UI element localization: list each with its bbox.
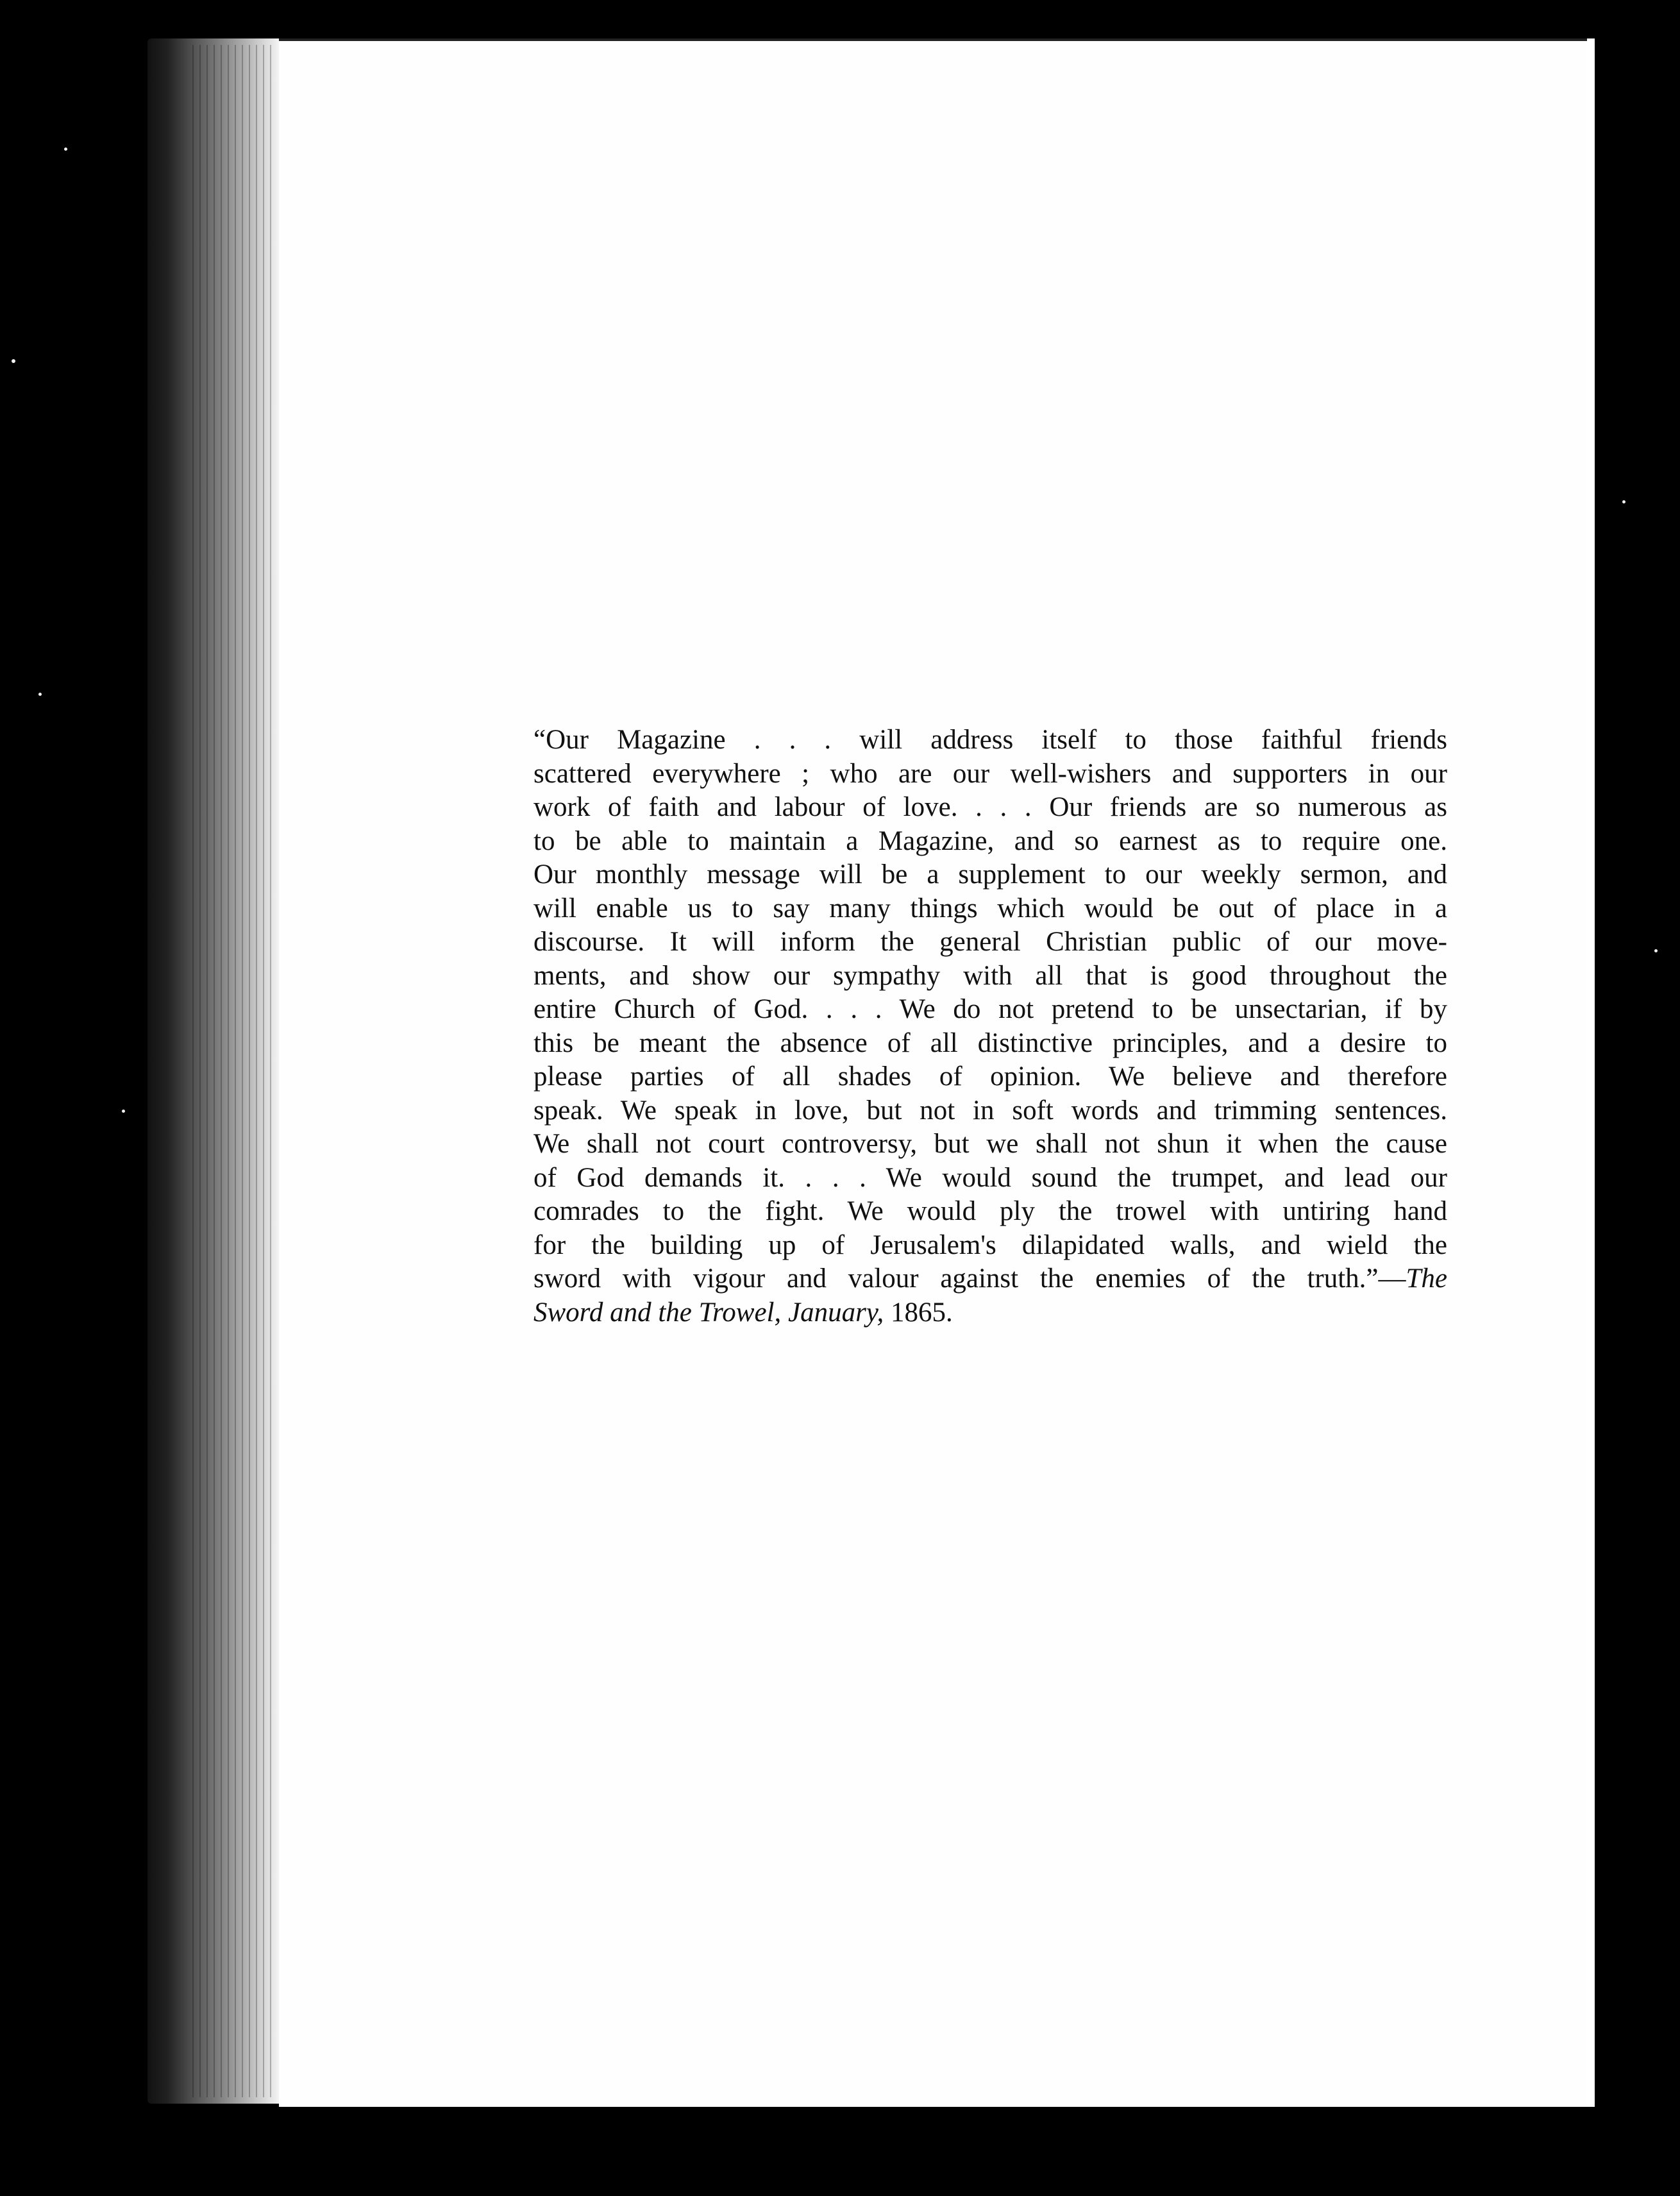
dust-speck: [122, 1110, 125, 1113]
quote-line: scattered everywhere ; who are our well-wishers and supporters in our: [533, 758, 1447, 789]
citation-title: The: [1406, 1263, 1447, 1294]
quote-line: comrades to the fight. We would ply the trowel with untiring hand: [533, 1196, 1447, 1226]
quote-line: of God demands it. . . . We would sound the trumpet, and lead our: [533, 1162, 1447, 1193]
quote-line: [533, 1296, 1447, 1330]
quote-line: work of faith and labour of love. . . . Our friends are so numerous as: [533, 792, 1447, 822]
quote-line: speak. We speak in love, but not in soft words and trimming sentences.: [533, 1095, 1447, 1126]
dust-speck: [38, 693, 42, 696]
citation-title: Sword and the Trowel, January,: [533, 1297, 884, 1328]
quote-line: will enable us to say many things which would be out of place in a: [533, 893, 1447, 924]
quote-paragraph: [533, 723, 1447, 1330]
quote-line: for the building up of Jerusalem's dilapidated walls, and wield the: [533, 1229, 1447, 1260]
dust-speck: [12, 359, 15, 363]
quote-line: entire Church of God. . . . We do not pretend to be unsectarian, if by: [533, 994, 1447, 1024]
quote-line: Our monthly message will be a supplement to our weekly sermon, and: [533, 859, 1447, 890]
quote-line-text: sword with vigour and valour against the enemies of the truth.”—: [533, 1263, 1406, 1294]
quote-line: this be meant the absence of all distinctive principles, and a desire to: [533, 1027, 1447, 1058]
scan-bottom-margin: [0, 2107, 1680, 2196]
citation-year: 1865.: [884, 1297, 953, 1328]
quote-line: discourse. It will inform the general Christian public of our move-: [533, 927, 1447, 957]
quote-line: ments, and show our sympathy with all that is good throughout the: [533, 960, 1447, 991]
dust-speck: [1622, 500, 1625, 503]
quote-line: We shall not court controversy, but we shall not shun it when the cause: [533, 1129, 1447, 1159]
quote-line: “Our Magazine . . . will address itself to those faithful friends: [533, 725, 1447, 755]
facing-page-edge: [1595, 58, 1600, 2110]
quote-line: [533, 1262, 1447, 1296]
page-edge-lines: [192, 45, 276, 2097]
page-gutter: [1587, 38, 1595, 2107]
dust-speck: [1654, 949, 1658, 952]
quote-line: please parties of all shades of opinion. We believe and therefore: [533, 1061, 1447, 1092]
quote-line: to be able to maintain a Magazine, and so earnest as to require one.: [533, 825, 1447, 856]
dust-speck: [64, 148, 67, 151]
